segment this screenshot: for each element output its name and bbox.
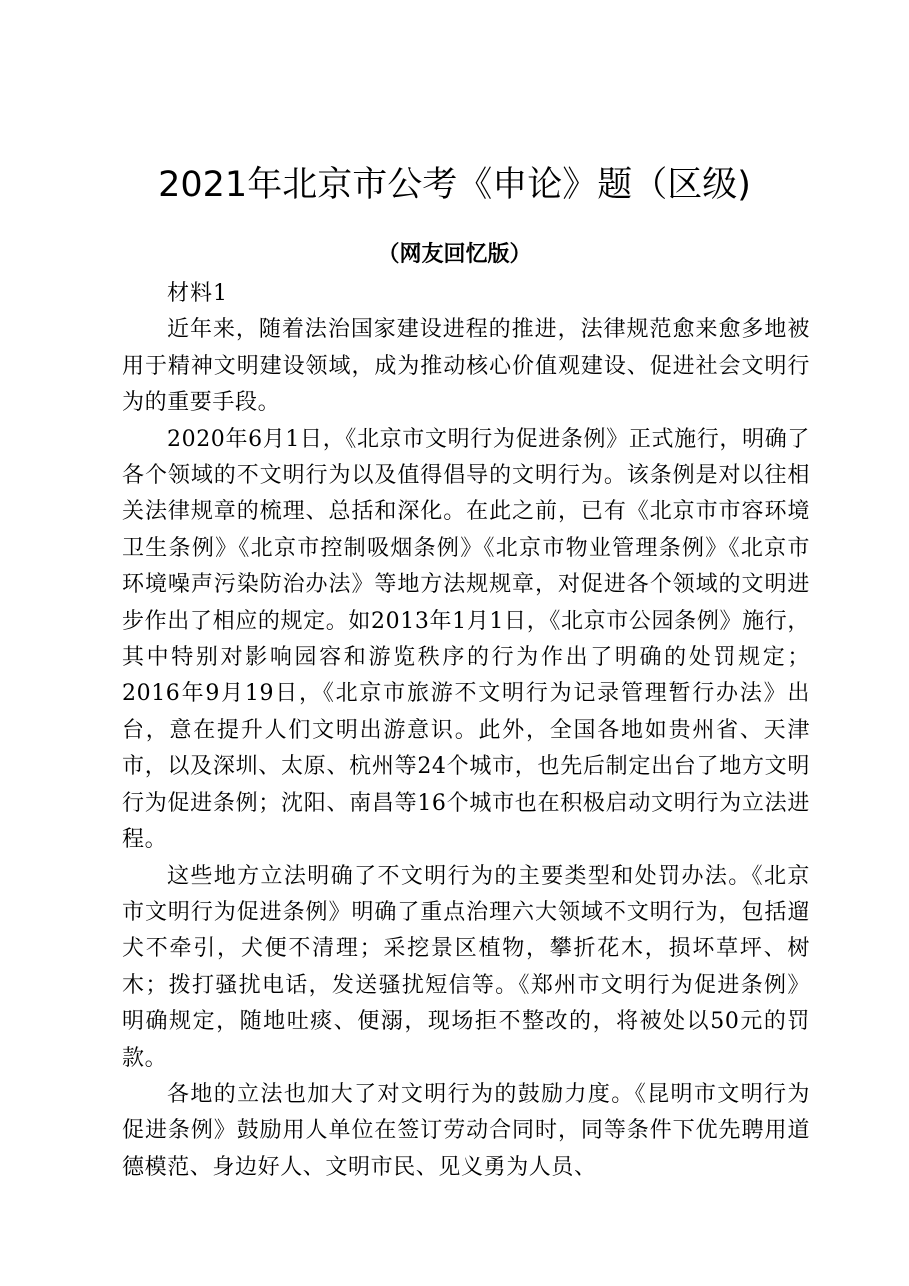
paragraph: 这些地方立法明确了不文明行为的主要类型和处罚办法。《北京市文明行为促进条例》明确了重点治理六大领域不文明行为，包括遛犬不牵引，犬便不清理；采挖景区植物，攀折花木，损坏草坪、树木；拨打骚扰电话，发送骚扰短信等。《郑州市文明行为促进条例》明确规定，随地吐痰、便溺，现场拒不整改的，将被处以50元的罚款。 bbox=[122, 863, 810, 1071]
material-label: 材料1 bbox=[167, 281, 228, 306]
document-body bbox=[122, 276, 810, 1186]
paragraph: 各地的立法也加大了对文明行为的鼓励力度。《昆明市文明行为促进条例》鼓励用人单位在签订劳动合同时，同等条件下优先聘用道德模范、身边好人、文明市民、见义勇为人员、 bbox=[122, 1081, 810, 1180]
document-subtitle: （网友回忆版） bbox=[377, 241, 532, 267]
document-title: 2021年北京市公考《申论》题（区级) bbox=[158, 165, 751, 205]
paragraph: 2020年6月1日，《北京市文明行为促进条例》正式施行，明确了各个领域的不文明行为以及值得倡导的文明行为。该条例是对以往相关法律规章的梳理、总括和深化。在此之前，已有《北京市市容环境卫生条例》《北京市控制吸烟条例》《北京市物业管理条例》《北京市环境噪声污染防治办法》等地方法规规章，对促进各个领域的文明进步作出了相应的规定。如2013年1月1日，《北京市公园条例》施行，其中特别对影响园容和游览秩序的行为作出了明确的处罚规定；2016年9月19日，《北京市旅游不文明行为记录管理暂行办法》出台，意在提升人们文明出游意识。此外，全国各地如贵州省、天津市，以及深圳、太原、杭州等24个城市，也先后制定出台了地方文明行为促进条例；沈阳、南昌等16个城市也在积极启动文明行为立法进程。 bbox=[122, 426, 810, 853]
paragraph: 近年来，随着法治国家建设进程的推进，法律规范愈来愈多地被用于精神文明建设领域，成为推动核心价值观建设、促进社会文明行为的重要手段。 bbox=[122, 317, 810, 416]
